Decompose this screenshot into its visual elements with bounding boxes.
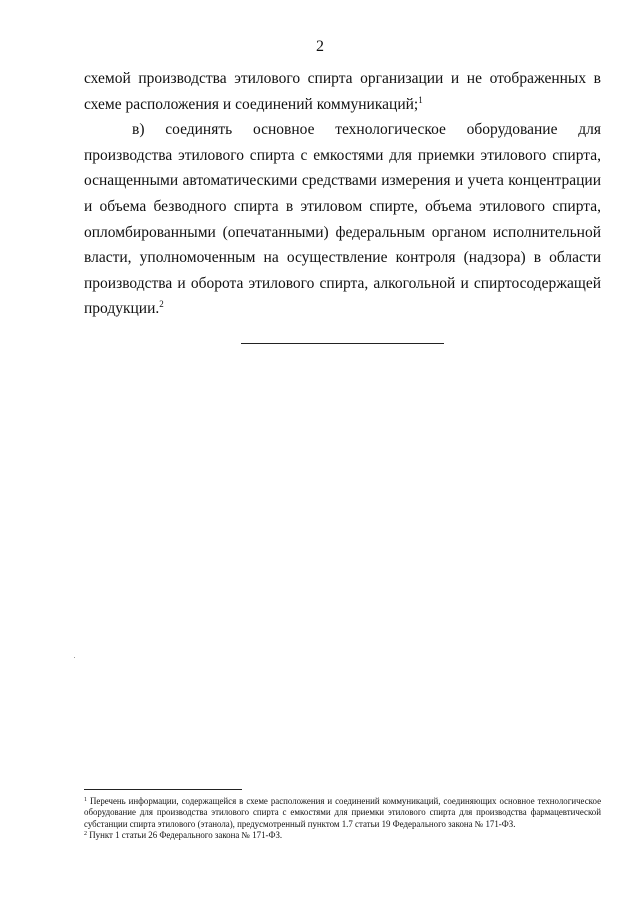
footnote-ref-2: 2: [159, 299, 164, 310]
footnote-1: [84, 796, 601, 830]
footnote-2-marker: 2: [84, 830, 87, 837]
paragraph-1: [84, 66, 601, 117]
footnotes: [84, 796, 601, 841]
paragraph-2: [84, 117, 601, 322]
paragraph-2-text: в) соединять основное технологическое оборудование для производства этилового спирта с емкостями для приемки этилового спирта, оснащенными автоматическими средствами измерения и учета концентрации и объема безводного спирта в этиловом спирте, объема этилового спирта, опломбированными (опечатанными) федеральным органом исполнительной власти, уполномоченным на осуществление контроля (надзора) в области производства и оборота этилового спирта, алкогольной и спиртосодержащей продукции.: [84, 121, 601, 318]
footnote-divider: [84, 789, 242, 790]
page-number: 2: [316, 38, 324, 55]
scan-speck: [74, 657, 75, 658]
paragraph-1-text: схемой производства этилового спирта организации и не отображенных в схеме расположения и соединений коммуникаций;: [84, 70, 601, 113]
footnote-1-text: Перечень информации, содержащейся в схеме расположения и соединений коммуникаций, соединяющих основное технологическое оборудование для производства этилового спирта с емкостями для приемки этилового спирта для производства фармацевтической субстанции спирта этилового (этанола), предусмотренный пунктом 1.7 статьи 19 Федерального закона № 171-ФЗ.: [84, 796, 602, 829]
section-divider: [241, 343, 444, 344]
body-text: [84, 66, 601, 322]
footnote-2: [84, 830, 601, 841]
footnote-2-text: Пункт 1 статьи 26 Федерального закона № 171-ФЗ.: [89, 829, 283, 840]
footnote-1-marker: 1: [84, 797, 87, 803]
footnote-ref-1: 1: [418, 94, 423, 105]
